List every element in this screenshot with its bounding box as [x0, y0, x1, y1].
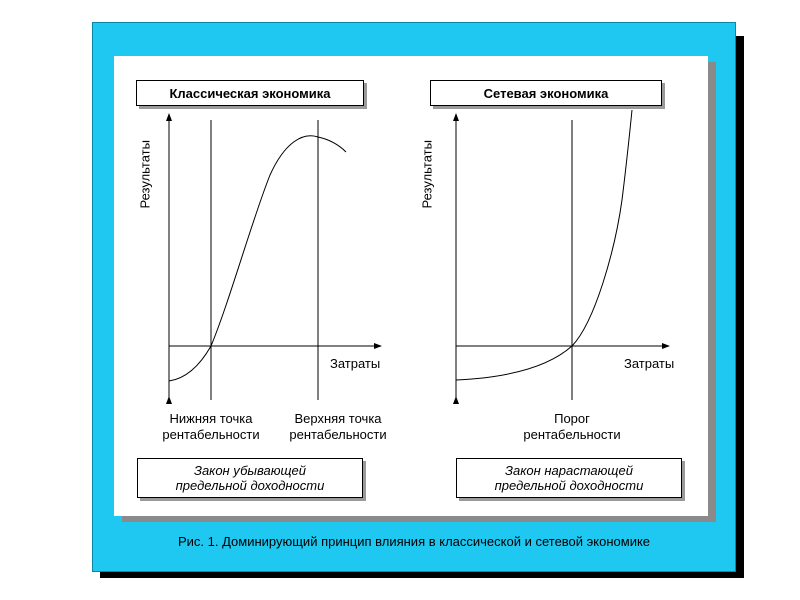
- right-threshold-line1: Порог: [554, 411, 590, 426]
- left-upper-point-label: [276, 411, 400, 443]
- left-upper-point-line1: Верхняя точка: [294, 411, 382, 426]
- left-upper-point-line2: рентабельности: [289, 427, 387, 442]
- right-curve: [456, 110, 632, 380]
- right-y-label: Результаты: [419, 140, 435, 209]
- left-law-line1: Закон убывающей: [193, 463, 307, 478]
- left-lower-point-label: [150, 411, 272, 443]
- figure-caption: Рис. 1. Доминирующий принцип влияния в классической и сетевой экономике: [177, 534, 651, 549]
- left-lower-point-line2: рентабельности: [162, 427, 260, 442]
- right-law-line2: предельной доходности: [494, 478, 644, 493]
- right-title-text: Сетевая экономика: [483, 85, 609, 101]
- left-y-label: Результаты: [137, 140, 153, 209]
- right-threshold-line2: рентабельности: [523, 427, 621, 442]
- right-law-line1: Закон нарастающей: [505, 463, 633, 478]
- left-law-line2: предельной доходности: [175, 478, 325, 493]
- right-law-box: [456, 458, 682, 498]
- left-curve: [169, 136, 346, 381]
- left-title-text: Классическая экономика: [169, 85, 331, 101]
- right-x-label: Затраты: [624, 356, 675, 371]
- left-x-label: Затраты: [330, 356, 381, 371]
- left-lower-point-line1: Нижняя точка: [169, 411, 253, 426]
- right-threshold-label: [510, 411, 634, 443]
- left-law-box: [137, 458, 363, 498]
